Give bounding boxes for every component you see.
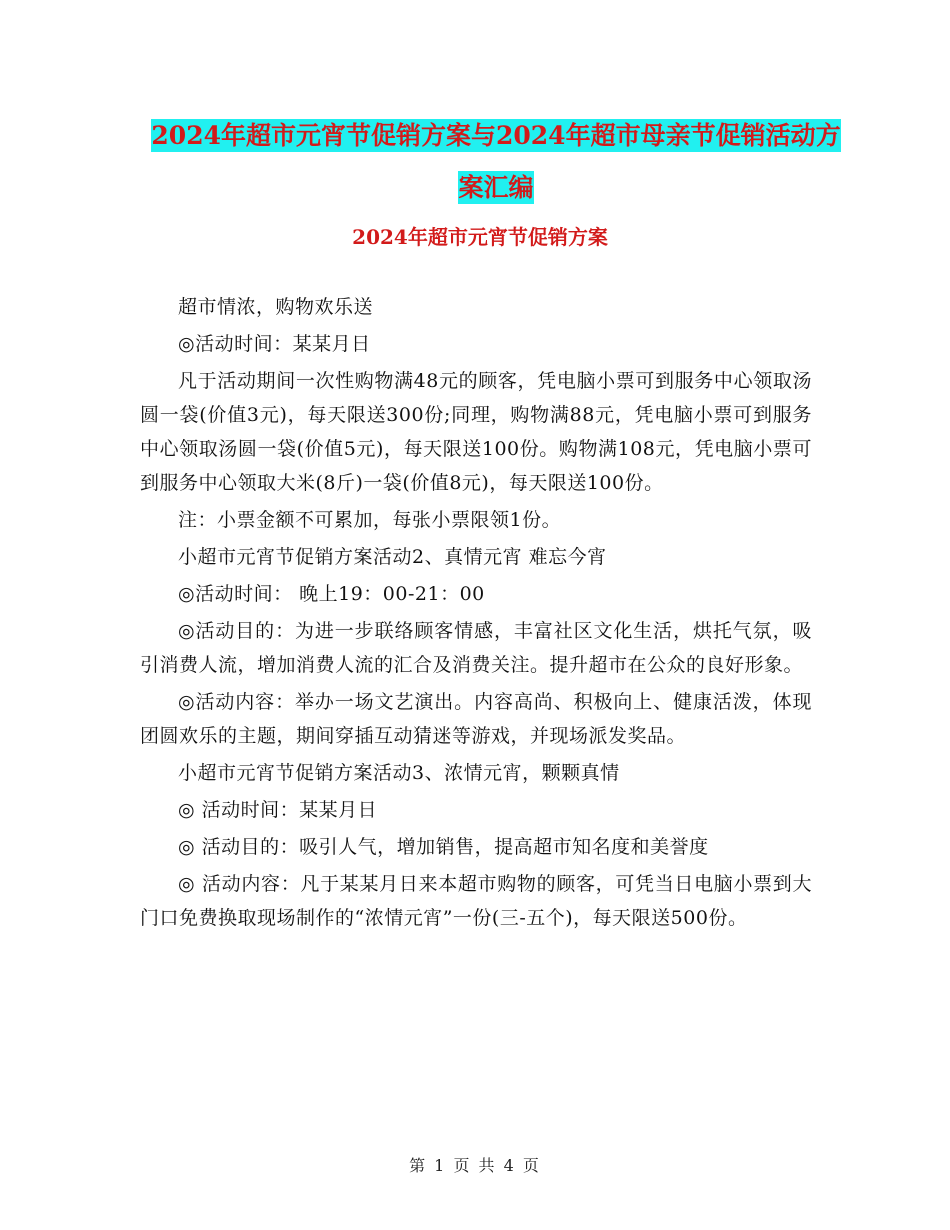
paragraph: 超市情浓，购物欢乐送: [178, 296, 374, 318]
paragraph: 小超市元宵节促销方案活动2、真情元宵 难忘今宵: [178, 546, 607, 568]
section-title: 2024年超市元宵节促销方案: [352, 225, 608, 249]
paragraph: ◎ 活动内容：凡于某某月日来本超市购物的顾客，可凭当日电脑小票到大门口免费换取现场制作的“浓情元宵”一份(三-五个)，每天限送500份。: [140, 873, 812, 929]
paragraph: ◎活动目的：为进一步联络顾客情感，丰富社区文化生活，烘托气氛，吸引消费人流，增加消费人流的汇合及消费关注。提升超市在公众的良好形象。: [140, 620, 812, 676]
paragraph: ◎活动时间：某某月日: [178, 333, 371, 355]
paragraph: ◎活动内容：举办一场文艺演出。内容高尚、积极向上、健康活泼，体现团圆欢乐的主题，期间穿插互动猜迷等游戏，并现场派发奖品。: [140, 691, 812, 747]
document-title-highlight: 2024年超市元宵节促销方案与2024年超市母亲节促销活动方案汇编: [151, 121, 841, 202]
document-title: [140, 110, 852, 214]
document-body: [140, 290, 812, 938]
paragraph: 小超市元宵节促销方案活动3、浓情元宵，颗颗真情: [178, 762, 620, 784]
paragraph: 凡于活动期间一次性购物满48元的顾客，凭电脑小票可到服务中心领取汤圆一袋(价值3元)，每天限送300份;同理，购物满88元，凭电脑小票可到服务中心领取汤圆一袋(价值5元)，每天限送100份。购物满108元，凭电脑小票可到服务中心领取大米(8斤)一袋(价值8元)，每天限送100份。: [140, 370, 812, 494]
paragraph: ◎ 活动时间：某某月日: [178, 799, 378, 821]
page-number-footer: 第 1 页 共 4 页: [409, 1156, 541, 1175]
paragraph: ◎ 活动目的：吸引人气，增加销售，提高超市知名度和美誉度: [178, 836, 709, 858]
paragraph: ◎活动时间： 晚上19：00-21：00: [178, 583, 485, 605]
paragraph: 注：小票金额不可累加，每张小票限领1份。: [178, 509, 562, 531]
